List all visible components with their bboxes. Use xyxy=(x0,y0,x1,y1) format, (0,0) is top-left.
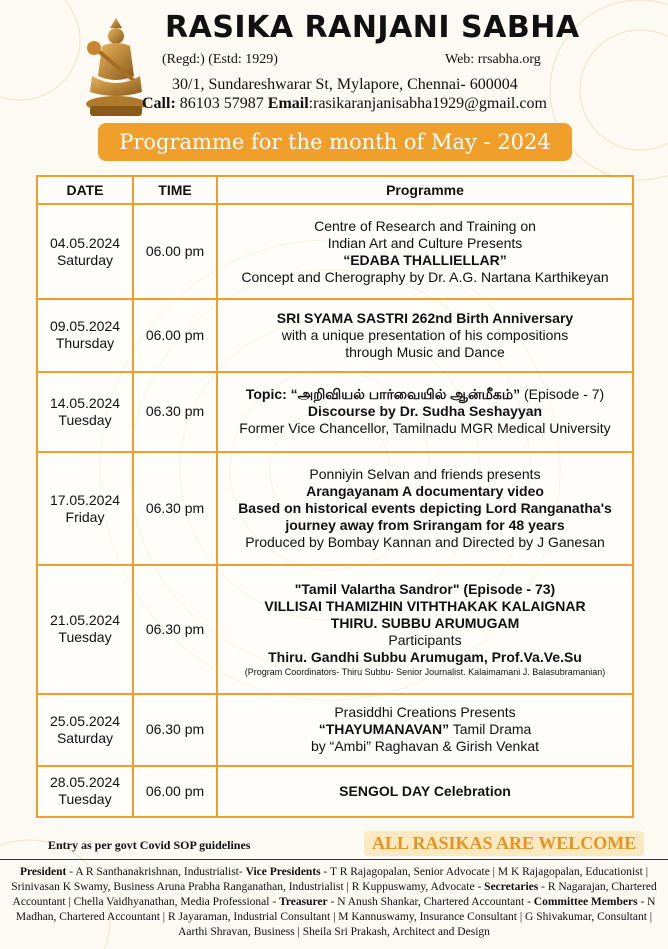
date: 14.05.2024 xyxy=(49,394,121,411)
programme-cell xyxy=(217,299,633,371)
vice-presidents-text: - T R Rajagopalan, Senior Advocate | M K Rajagopalan, Educationist | Srinivasan K Swamy, Business Aruna Prabha Ranganathan, Industrialist | R Kuppuswamy, Advocate - xyxy=(11,866,649,893)
programme-title: SRI SYAMA SASTRI 262nd Birth Anniversary xyxy=(276,309,574,326)
table-row xyxy=(37,565,633,693)
welcome-banner: ALL RASIKAS ARE WELCOME xyxy=(364,831,644,856)
programme-line: THIRU. SUBBU ARUMUGAM xyxy=(330,614,520,631)
day: Thursday xyxy=(55,335,115,352)
time-cell: 06.30 pm xyxy=(133,452,217,565)
header-time: TIME xyxy=(133,176,217,204)
table-row xyxy=(37,204,633,299)
covid-note: Entry as per govt Covid SOP guidelines xyxy=(48,838,251,852)
programme-line: Based on historical events depicting Lord Ranganatha's xyxy=(238,500,612,517)
time-cell: 06.30 pm xyxy=(133,372,217,452)
time-cell: 06.00 pm xyxy=(133,766,217,817)
programme-title: SENGOL DAY Celebration xyxy=(339,782,511,799)
call-label: Call: xyxy=(142,95,176,112)
programme-title: "Tamil Valartha Sandror" (Episode - 73) xyxy=(294,580,556,597)
programme-line: Prasiddhi Creations Presents xyxy=(334,704,516,721)
date-cell xyxy=(37,204,133,299)
programme-line: journey away from Srirangam for 48 years xyxy=(285,517,565,534)
phone-number[interactable]: 86103 57987 xyxy=(175,95,268,112)
contact-line xyxy=(142,95,547,113)
day: Tuesday xyxy=(58,411,112,428)
programme-line: Thiru. Gandhi Subbu Arumugam, Prof.Va.Ve.Su xyxy=(268,648,582,665)
programme-title: “EDABA THALLIELLAR” xyxy=(343,251,507,268)
committee-members-label: Committee Members xyxy=(533,896,638,908)
sabha-title: RASIKA RANJANI SABHA xyxy=(165,10,580,45)
time-cell: 06.00 pm xyxy=(133,299,217,371)
date: 17.05.2024 xyxy=(49,491,121,508)
day: Tuesday xyxy=(58,629,112,646)
day: Saturday xyxy=(56,729,114,746)
programme-line: Indian Art and Culture Presents xyxy=(327,234,523,251)
date-cell xyxy=(37,565,133,693)
programme-line: Ponniyin Selvan and friends presents xyxy=(309,466,541,483)
episode: (Episode - 7) xyxy=(520,386,605,403)
programme-line xyxy=(222,386,628,403)
programme-line xyxy=(222,721,628,738)
programme-line: by “Ambi” Raghavan & Girish Venkat xyxy=(311,738,539,755)
date-cell xyxy=(37,694,133,766)
secretaries-text: - R Nagarajan, Chartered Accountant | Chella Vaidhyanathan, Media Professional - xyxy=(12,881,657,908)
website-link[interactable]: Web: rrsabha.org xyxy=(445,52,541,67)
table-row xyxy=(37,299,633,371)
email-label: Email xyxy=(267,95,309,112)
treasurer-text: - N Anush Shankar, Chartered Accountant - xyxy=(327,896,534,908)
header-programme: Programme xyxy=(217,176,633,204)
footer-divider xyxy=(0,859,668,860)
programme-line: Former Vice Chancellor, Tamilnadu MGR Medical University xyxy=(239,420,611,437)
programme-cell xyxy=(217,372,633,452)
table-row xyxy=(37,452,633,565)
date-cell xyxy=(37,299,133,371)
programme-title: “THAYUMANAVAN” xyxy=(318,721,450,738)
day: Friday xyxy=(65,508,105,525)
date: 09.05.2024 xyxy=(49,318,121,335)
date-cell xyxy=(37,372,133,452)
programme-cell xyxy=(217,204,633,299)
programme-line: through Music and Dance xyxy=(345,343,505,360)
programme-line: Centre of Research and Training on xyxy=(314,217,536,234)
programme-line: Participants xyxy=(388,631,462,648)
date-cell xyxy=(37,452,133,565)
header-date: DATE xyxy=(37,176,133,204)
date: 21.05.2024 xyxy=(49,612,121,629)
programme-cell xyxy=(217,766,633,817)
time-cell: 06.30 pm xyxy=(133,565,217,693)
time-cell: 06.00 pm xyxy=(133,204,217,299)
date-cell xyxy=(37,766,133,817)
programme-genre: Tamil Drama xyxy=(449,721,532,738)
committee-list xyxy=(4,865,664,940)
programme-table xyxy=(36,175,634,818)
programme-cell xyxy=(217,452,633,565)
programme-cell xyxy=(217,694,633,766)
president-text: - A R Santhanakrishnan, Industrialist- xyxy=(66,866,246,878)
programme-title: Arangayanam A documentary video xyxy=(306,483,544,500)
programme-line: VILLISAI THAMIZHIN VITHTHAKAK KALAIGNAR xyxy=(264,597,586,614)
programme-title: Discourse by Dr. Sudha Seshayyan xyxy=(307,403,543,420)
day: Tuesday xyxy=(58,791,112,808)
president-label: President xyxy=(19,866,67,878)
committee-members-text: - N Madhan, Chartered Accountant | R Jayaraman, Industrial Consultant | M Kannuswamy, Insurance Consultant | G Shivakumar, Consultant | Aarthi Shravan, Business | Sheila Sri Prakash, Architect and Design xyxy=(15,896,656,938)
table-row xyxy=(37,766,633,817)
date: 25.05.2024 xyxy=(49,712,121,729)
programme-line: Concept and Cherography by Dr. A.G. Nartana Karthikeyan xyxy=(241,268,609,285)
programme-note: (Program Coordinators- Thiru Subbu- Senior Journalist. Kalaimamani J. Balasubramanian) xyxy=(244,666,606,677)
vice-presidents-label: Vice Presidents xyxy=(245,866,321,878)
registration-info: (Regd:) (Estd: 1929) xyxy=(162,52,278,67)
secretaries-label: Secretaries xyxy=(484,881,539,893)
table-header-row xyxy=(37,176,633,204)
programme-line: with a unique presentation of his compositions xyxy=(281,326,569,343)
programme-line: Produced by Bombay Kannan and Directed by J Ganesan xyxy=(245,534,605,551)
programme-banner: Programme for the month of May - 2024 xyxy=(98,123,572,161)
time-cell: 06.30 pm xyxy=(133,694,217,766)
treasurer-label: Treasurer xyxy=(279,896,328,908)
table-row xyxy=(37,694,633,766)
date: 04.05.2024 xyxy=(49,234,121,251)
programme-cell xyxy=(217,565,633,693)
topic-title: Topic: “அறிவியல் பார்வையில் ஆன்மீகம்” xyxy=(245,386,521,403)
date: 28.05.2024 xyxy=(49,774,121,791)
email-address[interactable]: :rasikaranjanisabha1929@gmail.com xyxy=(308,95,547,112)
header xyxy=(0,0,668,120)
table-row xyxy=(37,372,633,452)
day: Saturday xyxy=(56,251,114,268)
address: 30/1, Sundareshwarar St, Mylapore, Chennai- 600004 xyxy=(172,76,518,93)
